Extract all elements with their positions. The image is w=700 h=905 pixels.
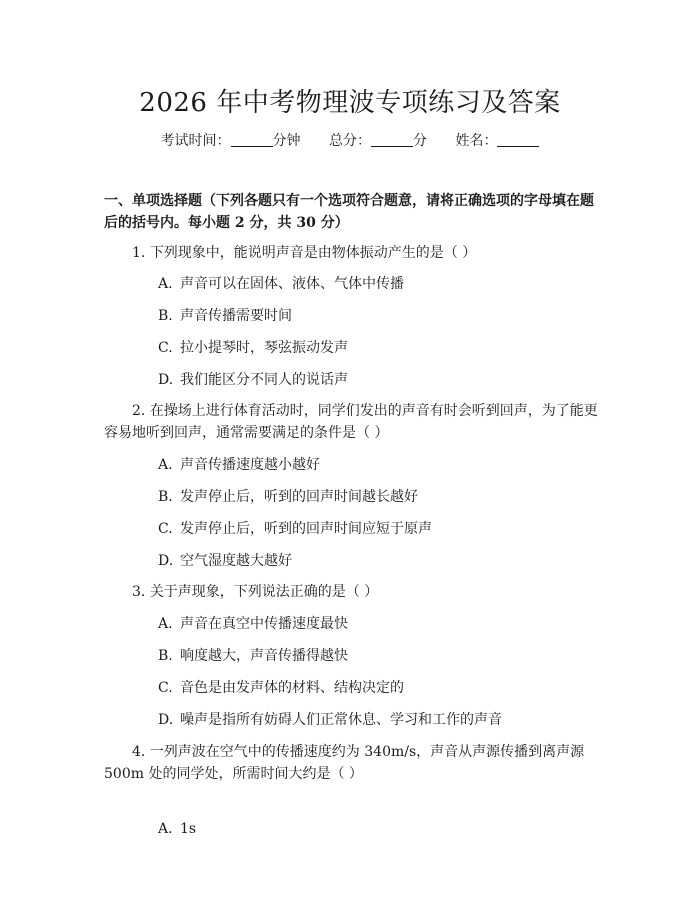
question-number: 1. bbox=[132, 245, 146, 261]
option-3a bbox=[158, 613, 348, 635]
option-letter: B. bbox=[158, 489, 173, 505]
option-text: 发声停止后，听到的回声时间应短于原声 bbox=[180, 521, 432, 537]
option-text: 音色是由发声体的材料、结构决定的 bbox=[180, 680, 404, 696]
option-letter: A. bbox=[158, 276, 173, 292]
option-text: 发声停止后，听到的回声时间越长越好 bbox=[180, 489, 418, 505]
exam-title: 2026 年中考物理波专项练习及答案 bbox=[139, 88, 561, 118]
option-2b bbox=[158, 486, 418, 508]
option-text: 声音传播需要时间 bbox=[180, 308, 292, 324]
total-score-label: 总分： bbox=[329, 133, 371, 149]
option-letter: D. bbox=[158, 553, 174, 569]
student-name-field bbox=[455, 130, 539, 150]
total-score-unit: 分 bbox=[413, 133, 427, 149]
option-text: 1s bbox=[180, 821, 197, 837]
exam-time-label: 考试时间： bbox=[160, 133, 231, 149]
exam-time-field bbox=[161, 130, 301, 150]
exam-time-blank bbox=[231, 146, 273, 147]
option-letter: B. bbox=[158, 648, 173, 664]
option-1c bbox=[158, 337, 348, 359]
option-letter: A. bbox=[158, 616, 173, 632]
option-3b bbox=[158, 645, 348, 667]
question-number: 4. bbox=[132, 744, 146, 760]
option-letter: D. bbox=[158, 372, 174, 388]
option-letter: D. bbox=[158, 712, 174, 728]
exam-time-unit: 分钟 bbox=[272, 133, 301, 149]
option-letter: A. bbox=[158, 457, 173, 473]
student-name-label: 姓名： bbox=[455, 133, 498, 149]
option-1a bbox=[158, 273, 404, 295]
option-letter: C. bbox=[158, 680, 173, 696]
section-header: 一、单项选择题（下列各题只有一个选项符合题意，请将正确选项的字母填在题后的括号内。每小题 2 分，共 30 分） bbox=[104, 193, 594, 231]
total-score-blank bbox=[371, 146, 413, 147]
option-letter: C. bbox=[158, 340, 173, 356]
question-number: 3. bbox=[132, 584, 146, 600]
student-name-blank bbox=[497, 146, 539, 147]
option-2d bbox=[158, 550, 292, 572]
question-text: 一列声波在空气中的传播速度约为 340m/s，声音从声源传播到离声源 500m 处的同学处，所需时间大约是（ ） bbox=[104, 744, 585, 782]
question-2 bbox=[104, 400, 598, 444]
option-letter: A. bbox=[158, 821, 173, 837]
option-1d bbox=[158, 369, 348, 391]
question-3 bbox=[104, 581, 598, 603]
option-letter: C. bbox=[158, 521, 173, 537]
option-text: 空气湿度越大越好 bbox=[180, 553, 292, 569]
option-text: 我们能区分不同人的说话声 bbox=[180, 372, 348, 388]
option-text: 声音在真空中传播速度最快 bbox=[180, 616, 348, 632]
option-1b bbox=[158, 305, 292, 327]
option-text: 声音可以在固体、液体、气体中传播 bbox=[180, 276, 404, 292]
question-text: 下列现象中，能说明声音是由物体振动产生的是（ ） bbox=[149, 245, 477, 261]
option-letter: B. bbox=[158, 308, 173, 324]
option-2c bbox=[158, 518, 432, 540]
total-score-field bbox=[329, 130, 427, 150]
option-4a bbox=[158, 818, 196, 840]
question-number: 2. bbox=[132, 403, 146, 419]
question-text: 关于声现象，下列说法正确的是（ ） bbox=[149, 584, 379, 600]
option-text: 响度越大，声音传播得越快 bbox=[180, 648, 348, 664]
question-4 bbox=[104, 741, 598, 785]
option-3c bbox=[158, 677, 404, 699]
option-text: 声音传播速度越小越好 bbox=[180, 457, 320, 473]
question-1 bbox=[104, 242, 598, 264]
question-text: 在操场上进行体育活动时，同学们发出的声音有时会听到回声，为了能更容易地听到回声，通常需要满足的条件是（ ） bbox=[104, 403, 598, 441]
option-text: 噪声是指所有妨碍人们正常休息、学习和工作的声音 bbox=[180, 712, 502, 728]
option-2a bbox=[158, 454, 320, 476]
exam-info-row bbox=[0, 130, 700, 150]
option-text: 拉小提琴时，琴弦振动发声 bbox=[180, 340, 348, 356]
option-3d bbox=[158, 709, 502, 731]
